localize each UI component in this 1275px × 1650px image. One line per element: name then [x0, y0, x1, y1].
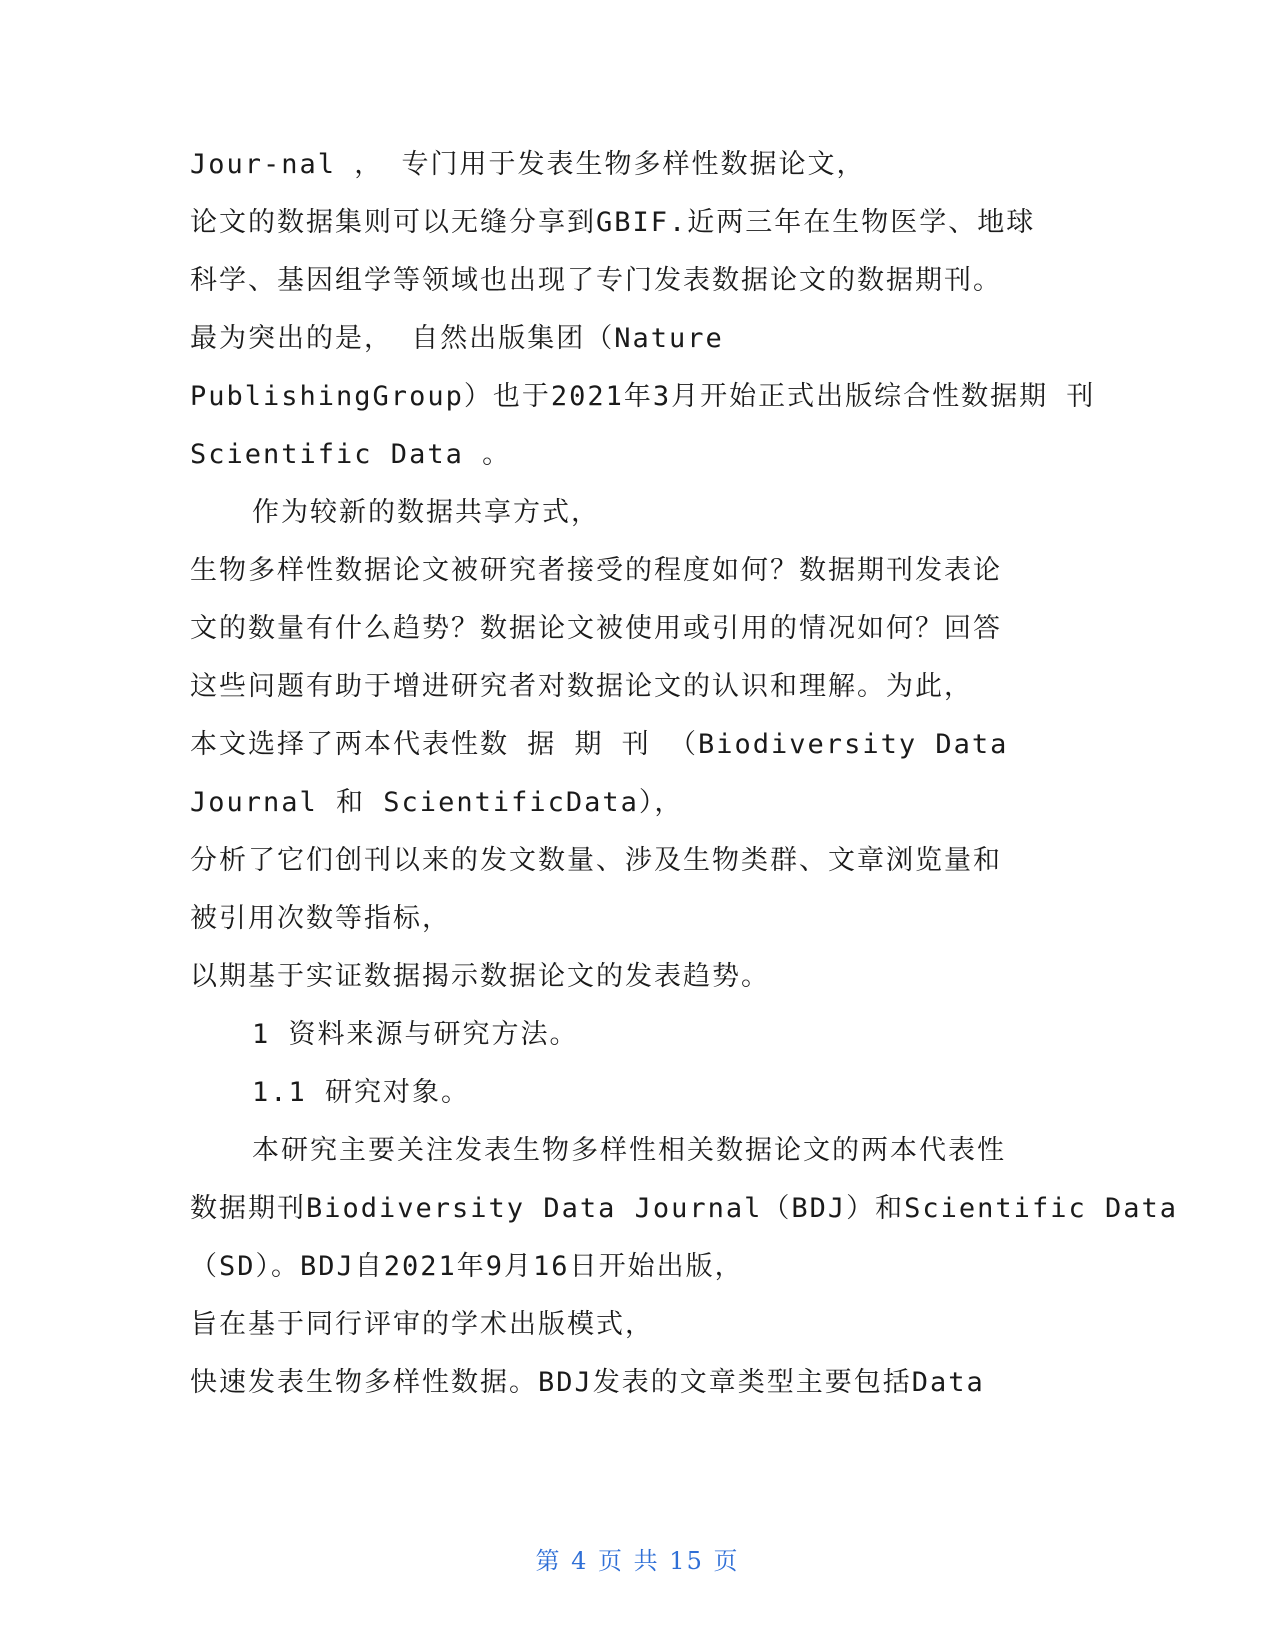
text-line: Jour-nal ， 专门用于发表生物多样性数据论文，	[190, 149, 866, 180]
text-line: 最为突出的是， 自然出版集团（Nature	[190, 323, 724, 354]
text-line: 生物多样性数据论文被研究者接受的程度如何？数据期刊发表论	[190, 555, 1002, 586]
text-line: Scientific Data 。	[190, 439, 512, 470]
text-line: 分析了它们创刊以来的发文数量、涉及生物类群、文章浏览量和	[190, 845, 1002, 876]
page-number-footer: 第 4 页 共 15 页	[535, 1547, 740, 1575]
text-line: PublishingGroup）也于2021年3月开始正式出版综合性数据期 刊	[190, 381, 1096, 412]
text-line: 快速发表生物多样性数据。BDJ发表的文章类型主要包括Data	[190, 1367, 985, 1398]
paragraph-start-line: 本研究主要关注发表生物多样性相关数据论文的两本代表性	[252, 1135, 1006, 1166]
subsection-heading: 1.1 研究对象。	[252, 1077, 471, 1108]
text-line: 文的数量有什么趋势？数据论文被使用或引用的情况如何？回答	[190, 613, 1002, 644]
text-line: 论文的数据集则可以无缝分享到GBIF.近两三年在生物医学、地球	[190, 207, 1036, 238]
text-line: 旨在基于同行评审的学术出版模式，	[190, 1309, 654, 1340]
paragraph-start-line: 作为较新的数据共享方式，	[252, 497, 600, 528]
section-heading: 1 资料来源与研究方法。	[252, 1019, 579, 1050]
text-line: 科学、基因组学等领域也出现了专门发表数据论文的数据期刊。	[190, 265, 1002, 296]
text-line: 本文选择了两本代表性数 据 期 刊 （Biodiversity Data	[190, 729, 1009, 760]
text-line: （SD）。BDJ自2021年9月16日开始出版，	[190, 1251, 744, 1282]
text-line: 以期基于实证数据揭示数据论文的发表趋势。	[190, 961, 770, 992]
text-line: Journal 和 ScientificData），	[190, 787, 684, 818]
text-line: 被引用次数等指标，	[190, 903, 451, 934]
text-line: 这些问题有助于增进研究者对数据论文的认识和理解。为此，	[190, 671, 973, 702]
text-line: 数据期刊Biodiversity Data Journal（BDJ）和Scientific Data	[190, 1193, 1178, 1224]
